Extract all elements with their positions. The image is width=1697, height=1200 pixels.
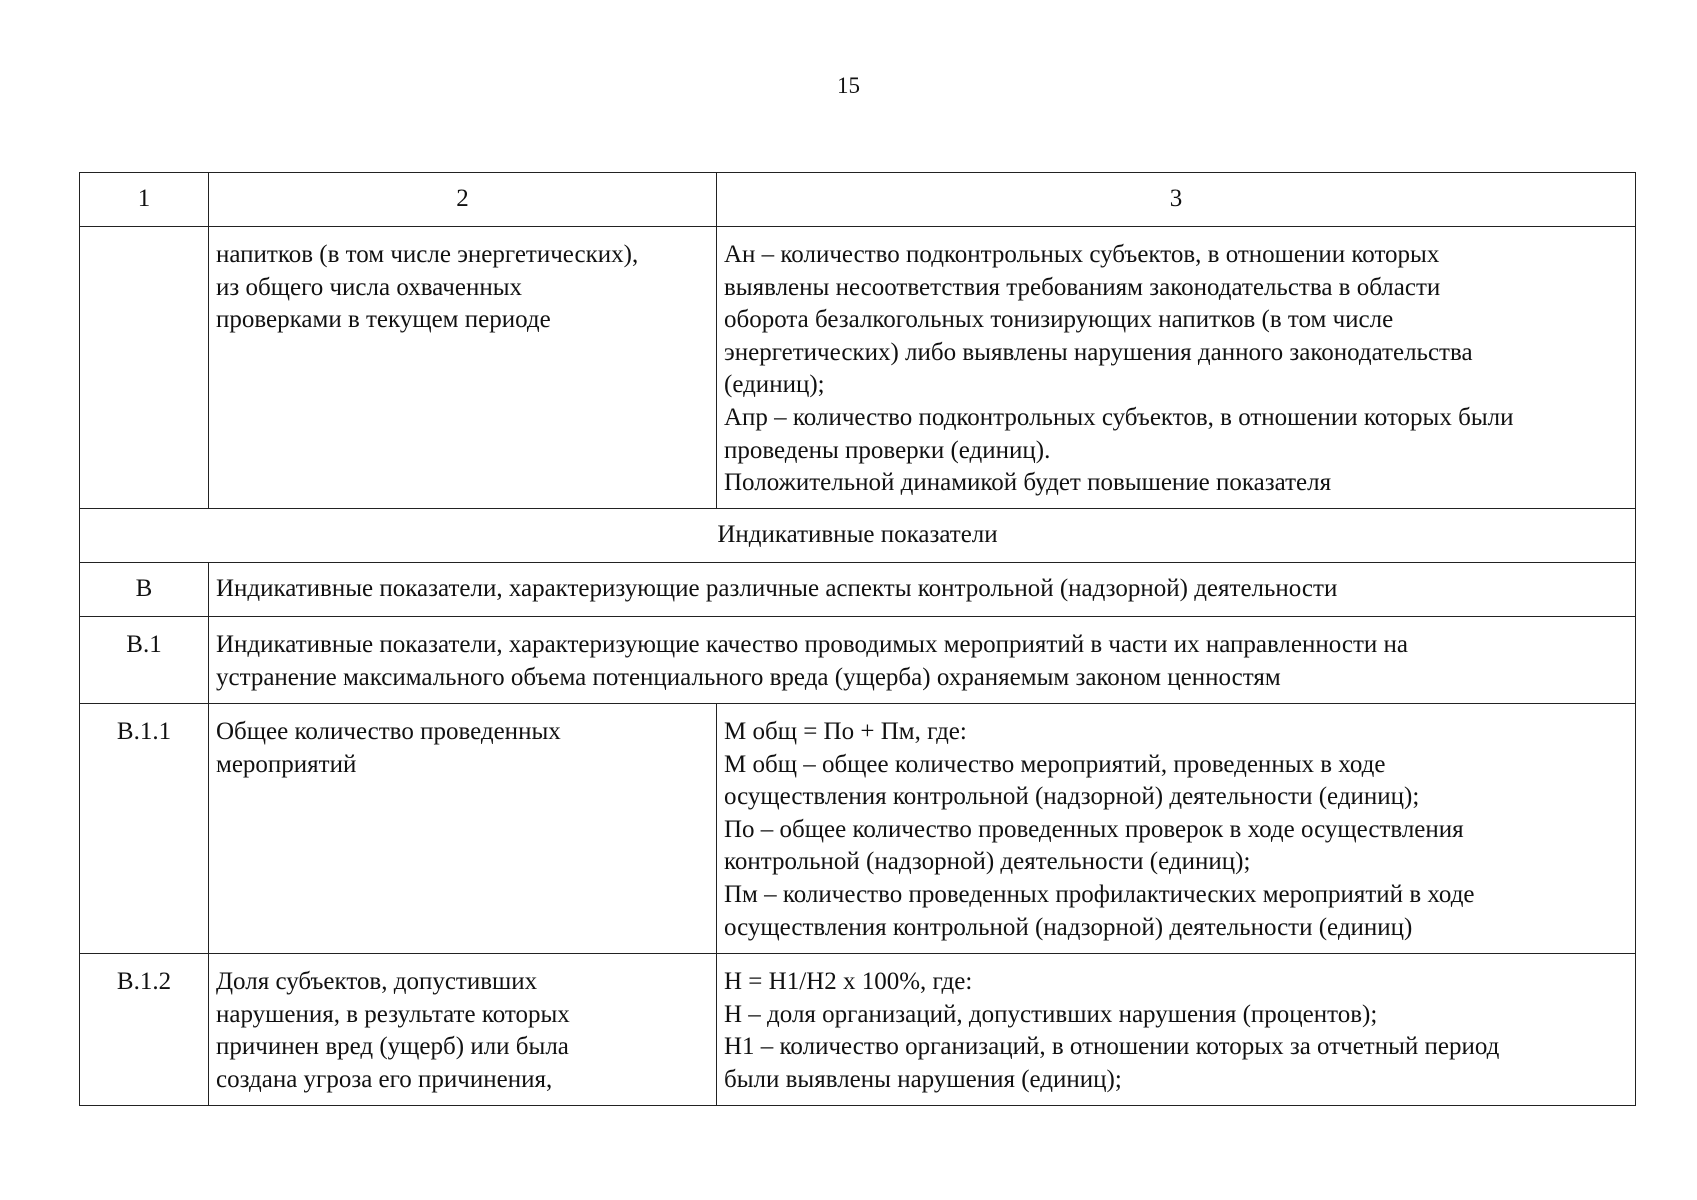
text-line: выявлены несоответствия требованиям законодательства в области bbox=[724, 273, 1441, 301]
table-row-b11 bbox=[80, 704, 1636, 954]
text-line: Н = Н1/Н2 х 100%, где: bbox=[724, 968, 973, 995]
row-indicator-name bbox=[209, 954, 717, 1106]
row-indicator-name bbox=[209, 227, 717, 509]
group-row-b1 bbox=[80, 617, 1636, 704]
indicators-table bbox=[79, 172, 1636, 1106]
text-line: Общее количество проведенных bbox=[216, 718, 561, 745]
table-header-row bbox=[80, 173, 1636, 227]
text-line: Н – доля организаций, допустивших нарушения (процентов); bbox=[724, 1000, 1378, 1028]
table-row-continuation bbox=[80, 227, 1636, 509]
text-line: причинен вред (ущерб) или была bbox=[216, 1033, 569, 1061]
row-code: В bbox=[80, 563, 209, 617]
text-line: По – общее количество проведенных проверок в ходе осуществления bbox=[724, 815, 1464, 843]
text-line: были выявлены нарушения (единиц); bbox=[724, 1065, 1122, 1093]
text-line: проверками в текущем периоде bbox=[216, 306, 551, 334]
row-code: В.1.1 bbox=[80, 704, 209, 954]
row-indicator-name bbox=[209, 704, 717, 954]
text-line: Апр – количество подконтрольных субъектов, в отношении которых были bbox=[724, 403, 1514, 431]
header-col-2: 2 bbox=[209, 173, 717, 227]
text-line: контрольной (надзорной) деятельности (единиц); bbox=[724, 848, 1251, 876]
text-line: создана угроза его причинения, bbox=[216, 1065, 553, 1093]
row-formula bbox=[717, 704, 1636, 954]
text-line: Индикативные показатели, характеризующие качество проводимых мероприятий в части их направленности на bbox=[216, 631, 1409, 658]
text-line: мероприятий bbox=[216, 750, 357, 778]
text-line: Пм – количество проведенных профилактических мероприятий в ходе bbox=[724, 880, 1475, 908]
row-formula bbox=[717, 227, 1636, 509]
text-line: М общ = По + Пм, где: bbox=[724, 718, 967, 745]
text-line: Н1 – количество организаций, в отношении которых за отчетный период bbox=[724, 1033, 1500, 1061]
text-line: (единиц); bbox=[724, 371, 825, 399]
row-code: В.1.2 bbox=[80, 954, 209, 1106]
text-line: проведены проверки (единиц). bbox=[724, 436, 1051, 464]
text-line: Положительной динамикой будет повышение показателя bbox=[724, 469, 1332, 497]
header-col-1: 1 bbox=[80, 173, 209, 227]
section-heading: Индикативные показатели bbox=[80, 509, 1636, 563]
group-title bbox=[209, 617, 1636, 704]
text-line: М общ – общее количество мероприятий, проведенных в ходе bbox=[724, 750, 1386, 778]
text-line: устранение максимального объема потенциального вреда (ущерба) охраняемым законом ценностям bbox=[216, 663, 1281, 691]
text-line: энергетических) либо выявлены нарушения данного законодательства bbox=[724, 338, 1473, 366]
table-row-b12 bbox=[80, 954, 1636, 1106]
section-heading-row bbox=[80, 509, 1636, 563]
text-line: Доля субъектов, допустивших bbox=[216, 968, 538, 995]
row-code bbox=[80, 227, 209, 509]
header-col-3: 3 bbox=[717, 173, 1636, 227]
text-line: осуществления контрольной (надзорной) деятельности (единиц); bbox=[724, 783, 1420, 811]
text-line: нарушения, в результате которых bbox=[216, 1000, 570, 1028]
row-formula bbox=[717, 954, 1636, 1106]
page-number: 15 bbox=[837, 73, 860, 98]
text-line: Ан – количество подконтрольных субъектов, в отношении которых bbox=[724, 241, 1440, 268]
group-row-b bbox=[80, 563, 1636, 617]
group-title: Индикативные показатели, характеризующие различные аспекты контрольной (надзорной) деятельности bbox=[209, 563, 1636, 617]
text-line: напитков (в том числе энергетических), bbox=[216, 241, 639, 268]
text-line: оборота безалкогольных тонизирующих напитков (в том числе bbox=[724, 306, 1394, 334]
row-code: В.1 bbox=[80, 617, 209, 704]
text-line: из общего числа охваченных bbox=[216, 273, 522, 301]
text-line: осуществления контрольной (надзорной) деятельности (единиц) bbox=[724, 913, 1413, 941]
